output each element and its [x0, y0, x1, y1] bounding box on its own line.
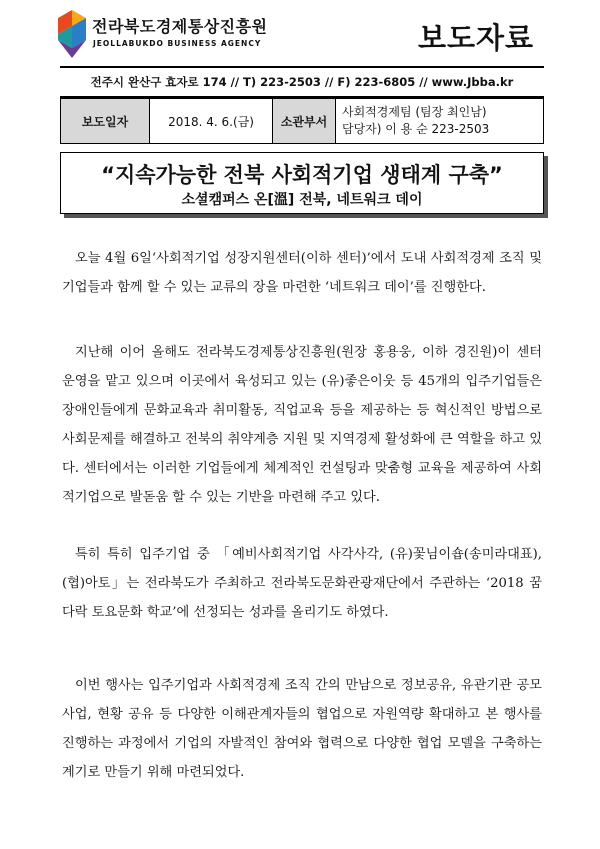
release-date-value: 2018. 4. 6.(금) [150, 99, 273, 144]
body-paragraph-4: 이번 행사는 입주기업과 사회적경제 조직 간의 만남으로 정보공유, 유관기관 공모사업, 현황 공유 등 다양한 이해관계자들의 협업으로 자원역량 확대하고 본 행사를 진행하는 과정에서 기업의 자발적인 참여와 협력으로 다양한 협업 모델을 구축하는 계기로 만들기 위해 마련되었다. [62, 678, 542, 780]
contact-info-bar [60, 69, 544, 95]
headline-subtitle: 소셜캠퍼스 온[溫] 전북, 네트워크 데이 [181, 192, 423, 208]
body-paragraph-3: 특히 특히 입주기업 중 「예비사회적기업 사각사각, (유)꽃님이숍(송미라대표), (협)아토」는 전라북도가 주최하고 전라북도문화관광재단에서 주관하는 ‘2018 꿈다락 토요문화 학교’에 선정되는 성과를 올리기도 하였다. [62, 547, 542, 620]
headline-box [60, 152, 544, 214]
department-team: 사회적경제팀 (팀장 최인남) [342, 105, 487, 119]
body-paragraph-1: 오늘 4월 6일‘사회적기업 성장지원센터(이하 센터)’에서 도내 사회적경제 조직 및 기업들과 함께 할 수 있는 교류의 장을 마련한 ‘네트워크 데이’를 진행한다. [62, 251, 542, 295]
department-label: 소관부서 [273, 99, 336, 144]
agency-logo-icon [58, 10, 86, 58]
org-name-korean: 전라북도경제통상진흥원 [92, 17, 268, 36]
department-value [336, 99, 544, 144]
headline-title: “지속가능한 전북 사회적기업 생태계 구축” [101, 163, 503, 187]
org-name-english: JEOLLABUKDO BUSINESS AGENCY [93, 39, 262, 48]
header-rule-top [60, 66, 544, 68]
contact-info-text: 전주시 완산구 효자로 174 // T) 223-2503 // F) 223-6805 // www.Jbba.kr [90, 75, 514, 89]
document-header [0, 0, 600, 68]
document-type-title: 보도자료 [417, 21, 534, 55]
body-paragraph-2: 지난해 이어 올해도 전라북도경제통상진흥원(원장 홍용웅, 이하 경진원)이 센터 운영을 맡고 있으며 이곳에서 육성되고 있는 (유)좋은이웃 등 45개의 입주기업들은 장애인들에게 문화교육과 취미활동, 직업교육 등을 제공하는 등 혁신적인 방법으로 사회문제를 해결하고 전북의 취약계층 지원 및 지역경제 활성화에 큰 역할을 하고 있다. 센터에서는 이러한 기업들에게 체계적인 컨설팅과 맞춤형 교육을 제공하여 사회적기업으로 발돋움 할 수 있는 기반을 마련해 주고 있다. [62, 345, 542, 505]
release-info-table [60, 98, 544, 144]
department-contact: 담당자) 이 용 순 223-2503 [342, 122, 490, 136]
release-date-label: 보도일자 [61, 99, 150, 144]
